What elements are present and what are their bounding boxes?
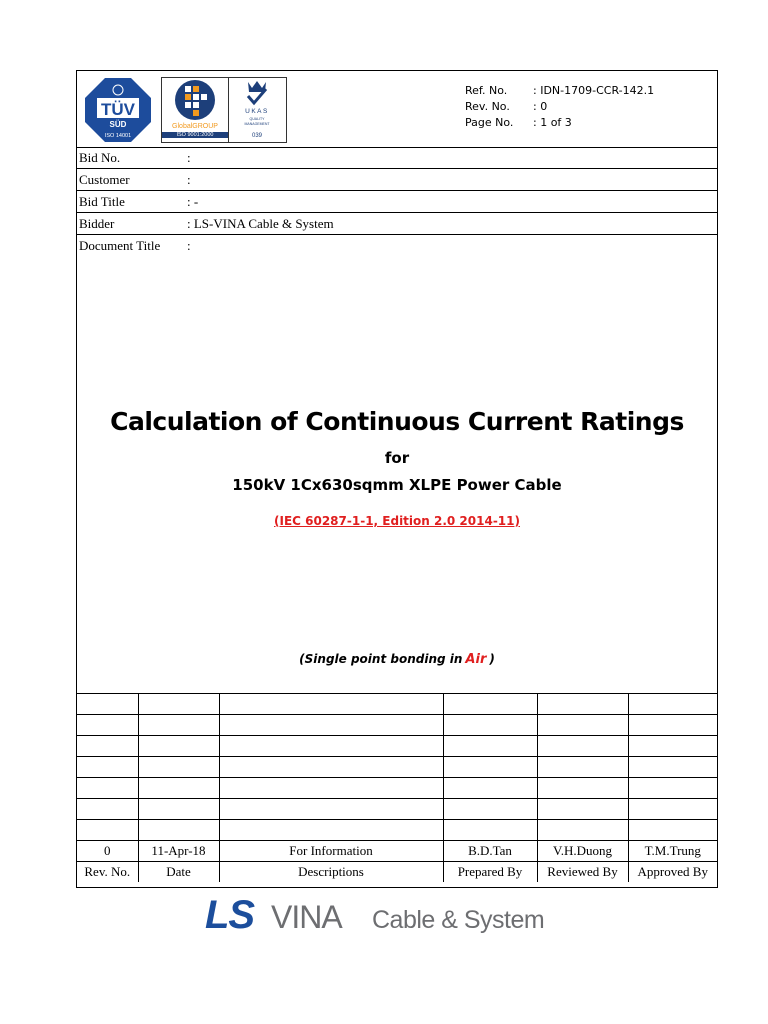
tuv-sud-logo [83,76,153,144]
info-label: Document Title [79,238,161,253]
document-header [77,71,717,148]
ukas-number: 039 [251,133,262,139]
ref-no-value: : IDN-1709-CCR-142.1 [533,84,655,97]
tuv-std-text: ISO 14001 [104,133,132,139]
ref-no-label: Ref. No. [465,84,508,97]
header-rev: Rev. No. [77,862,138,883]
bonding-prefix: (Single point bonding in [299,652,463,666]
table-row [77,778,717,799]
desc-cell: For Information [219,841,443,862]
global-group-std: ISO 9001:2000 [162,132,228,138]
bonding-suffix: ) [489,652,495,666]
standard-text: (IEC 60287-1-1, Edition 2.0 2014-11) [274,514,520,528]
info-row-bid-title [77,191,717,213]
rev-no-value: : 0 [533,100,548,113]
ukas-name: UKAS [245,108,269,115]
header-reviewed: Reviewed By [537,862,628,883]
bonding-environment: Air [465,652,487,667]
document-subject: 150kV 1Cx630sqmm XLPE Power Cable [232,476,562,494]
reference-block [465,83,654,131]
global-group-brand: GlobalGROUP [172,123,218,130]
ukas-line2: MANAGEMENT [244,122,270,126]
global-group-logo [162,78,229,142]
info-label: Bid No. [79,150,121,165]
ukas-line1: QUALITY [249,117,265,121]
info-row-customer [77,169,717,191]
ls-vina-logo [205,892,565,938]
ukas-logo [228,78,286,142]
date-cell: 11-Apr-18 [138,841,219,862]
header-prepared: Prepared By [443,862,537,883]
tuv-text: TÜV [101,100,135,119]
page-no-value: : 1 of 3 [533,116,572,129]
rev-cell: 0 [77,841,138,862]
revision-header-row [77,862,717,883]
revision-table [77,693,717,882]
document-frame [76,70,718,888]
approved-cell: T.M.Trung [628,841,717,862]
tuv-sub-text: SÜD [109,120,127,129]
page-no-label: Page No. [465,116,514,129]
header-approved: Approved By [628,862,717,883]
certification-logos [161,77,287,143]
info-value: : [187,172,191,187]
document-for: for [384,449,410,467]
info-label: Bid Title [79,194,125,209]
logo-cable-system: Cable & System [372,906,545,934]
crown-check-icon [228,78,286,108]
bonding-note [77,652,717,667]
info-value: : - [187,194,199,209]
table-row [77,820,717,841]
info-row-bid-no [77,147,717,169]
table-row [77,757,717,778]
info-label: Customer [79,172,130,187]
info-value: : [187,238,191,253]
info-row-bidder [77,213,717,235]
logo-ls: LS [205,893,255,937]
table-row [77,694,717,715]
revision-row [77,841,717,862]
rev-no-label: Rev. No. [465,100,510,113]
info-value: : [187,150,191,165]
reviewed-cell: V.H.Duong [537,841,628,862]
prepared-cell: B.D.Tan [443,841,537,862]
logo-vina: VINA [271,899,342,935]
header-date: Date [138,862,219,883]
table-row [77,736,717,757]
info-label: Bidder [79,216,115,231]
document-main-title: Calculation of Continuous Current Ratings [110,407,684,436]
table-row [77,799,717,820]
document-standard [77,514,717,528]
global-group-icon [162,78,228,122]
info-value: : LS-VINA Cable & System [187,216,334,231]
header-desc: Descriptions [219,862,443,883]
info-row-document-title [77,235,717,256]
table-row [77,715,717,736]
